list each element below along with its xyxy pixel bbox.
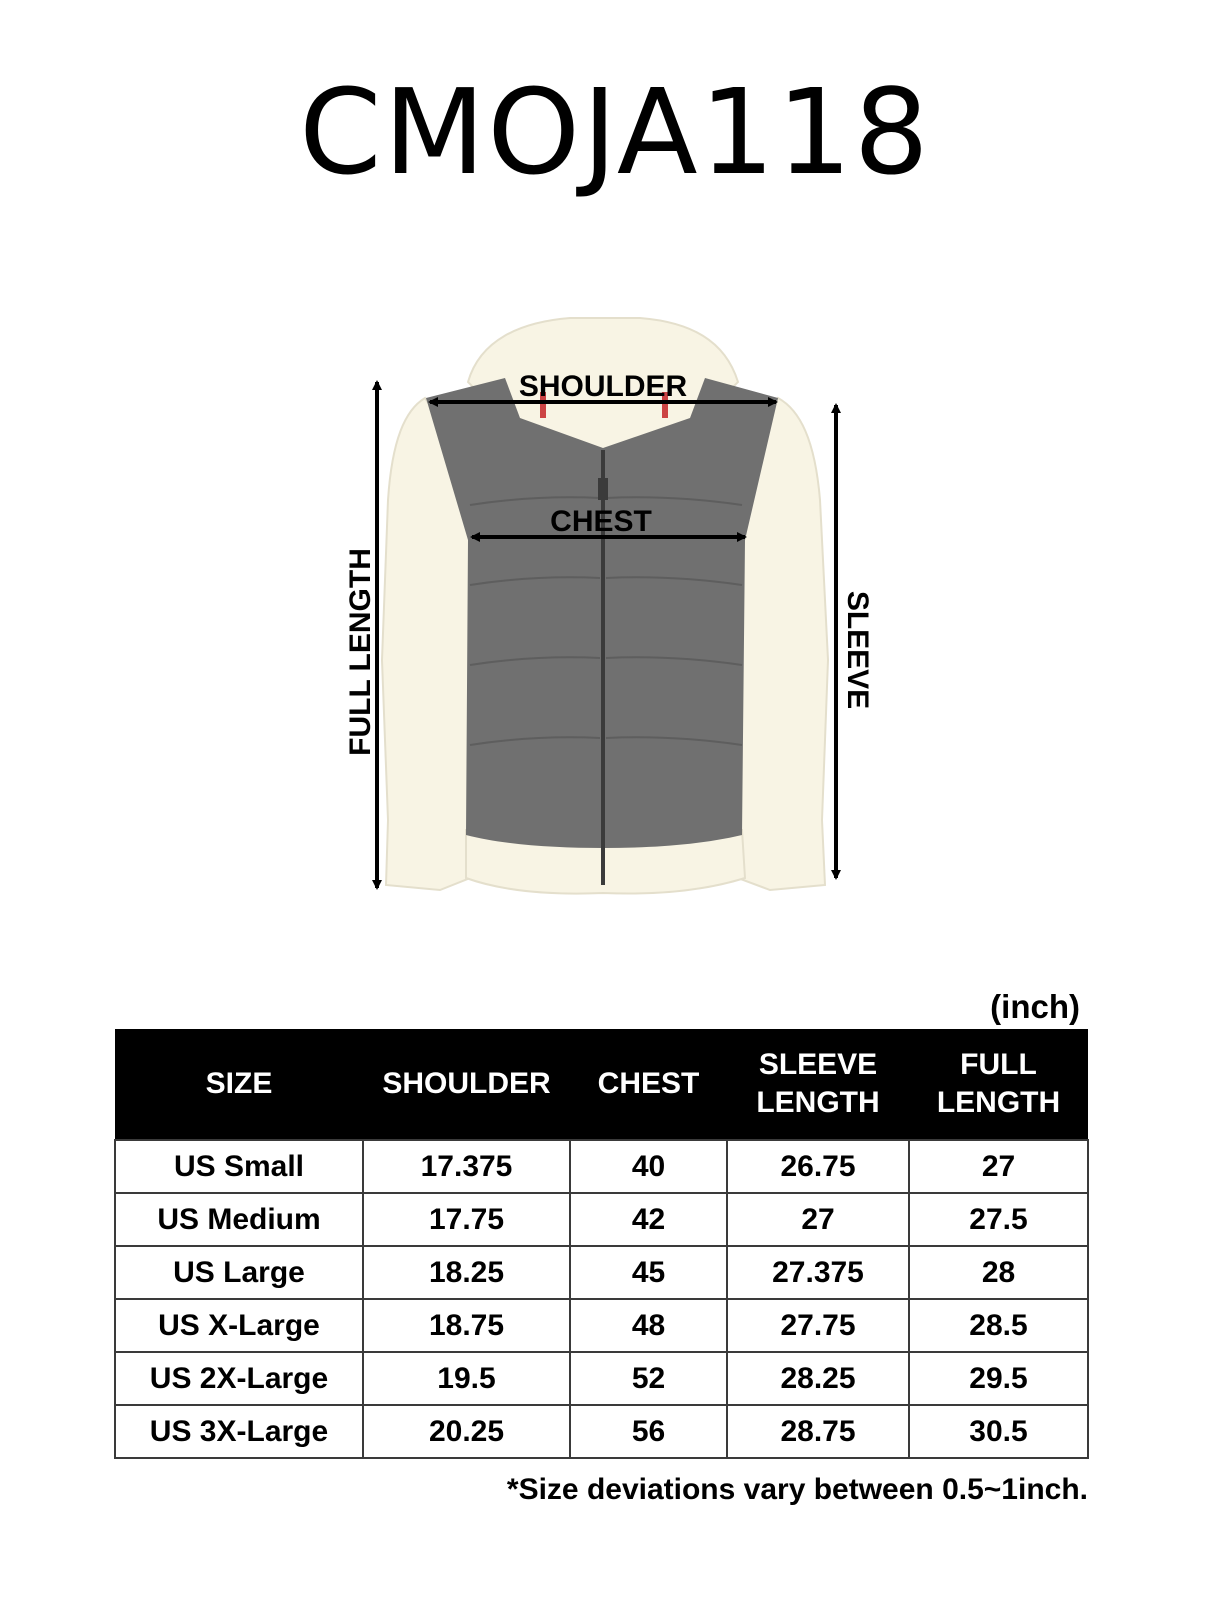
table-cell: 42 bbox=[570, 1193, 727, 1246]
table-cell: US 2X-Large bbox=[115, 1352, 363, 1405]
header-size bbox=[115, 1029, 363, 1140]
size-chart-table bbox=[114, 1029, 1089, 1459]
table-cell: US Medium bbox=[115, 1193, 363, 1246]
table-cell: 28.25 bbox=[727, 1352, 909, 1405]
table-cell: 28.75 bbox=[727, 1405, 909, 1458]
table-cell: 48 bbox=[570, 1299, 727, 1352]
table-cell: 45 bbox=[570, 1246, 727, 1299]
table-cell: 27 bbox=[909, 1140, 1088, 1193]
table-cell: US Small bbox=[115, 1140, 363, 1193]
shoulder-label: SHOULDER bbox=[518, 370, 688, 403]
table-row bbox=[115, 1140, 1088, 1193]
table-cell: 18.75 bbox=[363, 1299, 570, 1352]
zipper-pull bbox=[598, 478, 608, 500]
table-cell: 28.5 bbox=[909, 1299, 1088, 1352]
table-header-row bbox=[115, 1029, 1088, 1140]
header-line: FULL bbox=[960, 1048, 1037, 1081]
table-cell: 27.75 bbox=[727, 1299, 909, 1352]
table-row bbox=[115, 1299, 1088, 1352]
jacket-illustration bbox=[382, 318, 828, 894]
header-line: SLEEVE bbox=[758, 1048, 878, 1081]
header-shoulder bbox=[363, 1029, 570, 1140]
header-full-length bbox=[909, 1029, 1088, 1140]
sleeve-label: SLEEVE bbox=[841, 590, 874, 710]
table-cell: 18.25 bbox=[363, 1246, 570, 1299]
table-row bbox=[115, 1405, 1088, 1458]
size-deviation-note: *Size deviations vary between 0.5~1inch. bbox=[506, 1473, 1088, 1506]
unit-label: (inch) bbox=[990, 988, 1080, 1025]
table-row bbox=[115, 1246, 1088, 1299]
product-code-title: CMOJA118 bbox=[299, 63, 931, 201]
header-line: LENGTH bbox=[936, 1086, 1061, 1119]
table-cell: 28 bbox=[909, 1246, 1088, 1299]
table-cell: 17.75 bbox=[363, 1193, 570, 1246]
table-cell: US 3X-Large bbox=[115, 1405, 363, 1458]
table-cell: 27.5 bbox=[909, 1193, 1088, 1246]
table-cell: 27.375 bbox=[727, 1246, 909, 1299]
table-cell: 20.25 bbox=[363, 1405, 570, 1458]
table-cell: US Large bbox=[115, 1246, 363, 1299]
full-length-label: FULL LENGTH bbox=[344, 548, 377, 756]
table-cell: 19.5 bbox=[363, 1352, 570, 1405]
header-chest bbox=[570, 1029, 727, 1140]
table-cell: 17.375 bbox=[363, 1140, 570, 1193]
table-cell: 56 bbox=[570, 1405, 727, 1458]
header-line: LENGTH bbox=[756, 1086, 880, 1119]
table-cell: 29.5 bbox=[909, 1352, 1088, 1405]
table-cell: 52 bbox=[570, 1352, 727, 1405]
chest-label: CHEST bbox=[550, 505, 652, 538]
table-cell: 26.75 bbox=[727, 1140, 909, 1193]
header-sleeve-length bbox=[727, 1029, 909, 1140]
table-cell: 27 bbox=[727, 1193, 909, 1246]
table-cell: 40 bbox=[570, 1140, 727, 1193]
header-line: SHOULDER bbox=[382, 1067, 551, 1100]
table-cell: US X-Large bbox=[115, 1299, 363, 1352]
header-line: CHEST bbox=[597, 1067, 700, 1100]
table-row bbox=[115, 1193, 1088, 1246]
header-line: SIZE bbox=[205, 1067, 273, 1100]
table-cell: 30.5 bbox=[909, 1405, 1088, 1458]
table-row bbox=[115, 1352, 1088, 1405]
